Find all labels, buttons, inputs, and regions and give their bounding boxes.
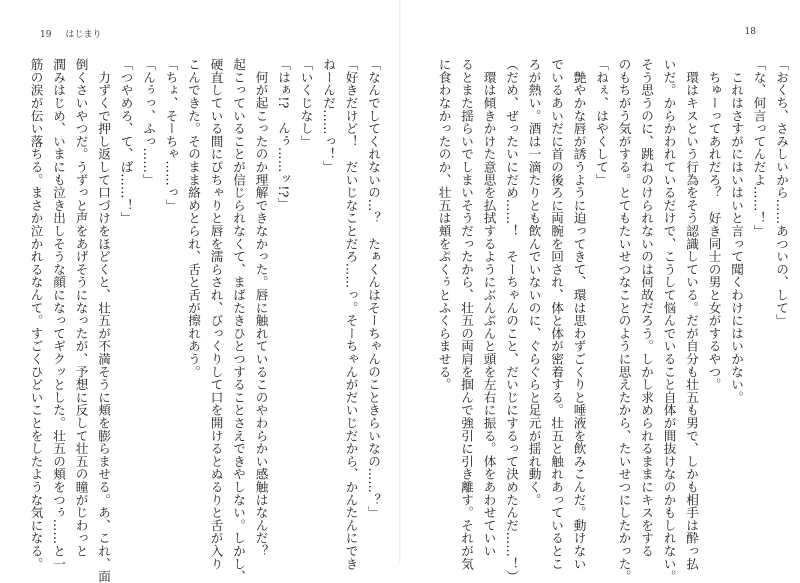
text-line: （だめ、ぜったいにだめ……！ そーちゃんのこと、だいじにするって決めたんだ……！） xyxy=(504,58,519,583)
text-line: 「なんでしてくれないの…？ たぁくんはそーちゃんのこときらいなの……？」 xyxy=(366,58,381,519)
text-line: るとまた揺らいでしまいそうだったから、壮五の両肩を掴んで強引に引き離す。それが気 xyxy=(459,58,474,570)
text-line: 「つやめろ、て、ば……！」 xyxy=(118,58,134,225)
text-line: 「はぁ!? んぅ……ッ!?」 xyxy=(276,58,291,211)
text-line: 潤みはじめ、いまにも泣き出しそうな顔になってギクッとした。壮五の頬をつぅ……と一 xyxy=(51,58,66,570)
text-line: 「ちょ、そーちゃ……っ」 xyxy=(163,58,179,212)
text-line: ちゅーってあれだろ？ 好き同士の男と女がするやつ。 xyxy=(706,58,722,391)
text-line: 「おくち、さみしいから……あついの、して」 xyxy=(774,58,789,327)
text-line: 力ずくで押し返して口づけをほどくと、壮五が不満そうに頬を膨らませる。あ、これ、面 xyxy=(96,58,111,583)
text-line: いだ。からかわれているだけで、こうして悩んでいること自体が間抜けなのかもしれない。 xyxy=(661,58,677,583)
right-page-header xyxy=(745,27,756,37)
text-line: 艶やかな唇が誘うように迫ってきて、環は思わずごくりと唾液を飲みこんだ。動けない xyxy=(571,58,587,570)
text-line: 「な、何言ってんだよ……！」 xyxy=(751,58,767,238)
text-line: 何が起こったのか理解できなかった。唇に触れているこのやわらかい感触はなんだ？ xyxy=(253,58,269,558)
text-line: 「んぅっ、ふっ……」 xyxy=(141,58,156,186)
right-page-body xyxy=(436,58,792,583)
text-line: に食わなかったのか、壮五は頬をぷくぅとふくらませる。 xyxy=(436,58,452,391)
text-line: 倒くさいやつだ。うずっと声をあげそうになったが、予想に反して壮五の瞳がじわっと xyxy=(73,58,89,558)
text-line: 環は傾きかけた意思を払拭するようにぶんぶんと頭を左右に振る。体をあわせていい xyxy=(481,58,497,558)
text-line: ねーんだ……っ！」 xyxy=(321,58,336,174)
left-page-number: 19 xyxy=(40,30,52,40)
text-line: これはさすがにはいはいと言って聞くわけにはいかない。 xyxy=(729,58,744,404)
text-line: 「いくじなし」 xyxy=(298,58,314,148)
right-page xyxy=(400,0,800,583)
running-head: はじまり xyxy=(65,30,102,40)
text-line: のもちがう気がする。とてもたいせつなことのように思えたから、たいせつにしたかった。 xyxy=(616,58,632,583)
text-line: こんできた。そのまま絡めとられ、舌と舌が擦れあう。 xyxy=(186,58,201,378)
text-line: ろが熱い。酒は一滴たりとも飲んでいないのに、ぐらぐらと足元が揺れ動く。 xyxy=(526,58,542,506)
text-line: そう思うのに、跳ねのけられないのは何故だろう。しかし求められるままにキスをする xyxy=(639,58,654,558)
text-line: 「好きだけど！ だいじなことだろ……っ。そーちゃんがだいじだから、かんたんにでき xyxy=(343,58,359,570)
left-page-header xyxy=(40,27,101,40)
left-page-body xyxy=(28,58,384,583)
right-page-number: 18 xyxy=(744,27,756,37)
text-line: 環はキスという行為をそう認識している。だが自分も壮五も男で、しかも相手は酔っ払 xyxy=(684,58,699,570)
text-line: 筋の涙が伝い落ちる。まさか泣かれるなんて。すごくひどいことをしたような気になる。 xyxy=(28,58,44,570)
text-line: 「ねぇ、はやくして」 xyxy=(594,58,609,186)
text-line: 起こっていることが信じられなくて、まばたきひとつすることさえできやしない。しかし、 xyxy=(231,58,246,583)
text-line: でいるあいだに首の後ろに両腕を回され、体と体が密着する。壮五と触れあっているとこ xyxy=(549,58,564,570)
text-line: 硬直している間にぴちゃりと唇を濡らされ、びっくりして口を開けるとぬるりと舌が入り xyxy=(208,58,224,570)
